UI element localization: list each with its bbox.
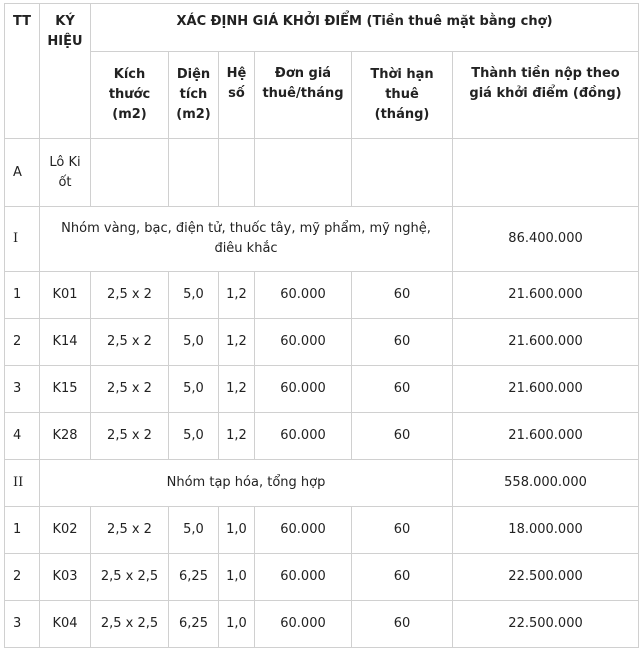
header-he-so: Hệ số xyxy=(219,52,255,139)
cell-thoi-han: 60 xyxy=(352,554,453,601)
cell-thoi-han: 60 xyxy=(352,272,453,319)
cell-thoi-han: 60 xyxy=(352,601,453,648)
header-ky-hieu: KÝ HIỆU xyxy=(40,4,91,139)
cell-tt: 3 xyxy=(5,601,40,648)
cell-ky-hieu: K28 xyxy=(40,413,91,460)
cell-tt: 1 xyxy=(5,507,40,554)
cell-kich-thuoc: 2,5 x 2 xyxy=(91,366,169,413)
table-row xyxy=(5,507,639,554)
cell-dien-tich: 6,25 xyxy=(169,601,219,648)
cell-dien-tich: 5,0 xyxy=(169,272,219,319)
cell-kich-thuoc: 2,5 x 2,5 xyxy=(91,554,169,601)
cell-tt: 2 xyxy=(5,319,40,366)
table-row xyxy=(5,601,639,648)
cell-don-gia: 60.000 xyxy=(255,601,352,648)
cell-he-so: 1,2 xyxy=(219,366,255,413)
header-row-sub xyxy=(5,52,639,139)
group-name: Nhóm vàng, bạc, điện tử, thuốc tây, mỹ phẩm, mỹ nghệ, điêu khắc xyxy=(40,207,453,272)
cell-thoi-han: 60 xyxy=(352,413,453,460)
header-thoi-han: Thời hạn thuê (tháng) xyxy=(352,52,453,139)
empty-cell xyxy=(255,139,352,207)
cell-ky-hieu: K15 xyxy=(40,366,91,413)
group-total: 558.000.000 xyxy=(453,460,639,507)
header-dien-tich: Diện tích (m2) xyxy=(169,52,219,139)
table-row xyxy=(5,272,639,319)
price-table xyxy=(4,3,639,648)
section-a-tt: A xyxy=(5,139,40,207)
header-don-gia: Đơn giá thuê/tháng xyxy=(255,52,352,139)
empty-cell xyxy=(352,139,453,207)
cell-dien-tich: 6,25 xyxy=(169,554,219,601)
cell-dien-tich: 5,0 xyxy=(169,366,219,413)
empty-cell xyxy=(169,139,219,207)
table-row xyxy=(5,554,639,601)
empty-cell xyxy=(453,139,639,207)
cell-don-gia: 60.000 xyxy=(255,366,352,413)
cell-thanh-tien: 21.600.000 xyxy=(453,272,639,319)
empty-cell xyxy=(219,139,255,207)
cell-thanh-tien: 21.600.000 xyxy=(453,413,639,460)
cell-ky-hieu: K02 xyxy=(40,507,91,554)
cell-he-so: 1,2 xyxy=(219,319,255,366)
cell-kich-thuoc: 2,5 x 2 xyxy=(91,413,169,460)
group-tt: II xyxy=(5,460,40,507)
cell-thanh-tien: 21.600.000 xyxy=(453,366,639,413)
cell-he-so: 1,0 xyxy=(219,507,255,554)
section-a-row xyxy=(5,139,639,207)
cell-thoi-han: 60 xyxy=(352,507,453,554)
group-row xyxy=(5,207,639,272)
cell-dien-tich: 5,0 xyxy=(169,413,219,460)
cell-don-gia: 60.000 xyxy=(255,272,352,319)
cell-tt: 4 xyxy=(5,413,40,460)
cell-thoi-han: 60 xyxy=(352,319,453,366)
cell-ky-hieu: K04 xyxy=(40,601,91,648)
cell-he-so: 1,2 xyxy=(219,413,255,460)
header-kich-thuoc: Kích thước (m2) xyxy=(91,52,169,139)
header-tt: TT xyxy=(5,4,40,139)
cell-don-gia: 60.000 xyxy=(255,507,352,554)
cell-tt: 3 xyxy=(5,366,40,413)
cell-thanh-tien: 22.500.000 xyxy=(453,554,639,601)
cell-thanh-tien: 18.000.000 xyxy=(453,507,639,554)
header-row-top xyxy=(5,4,639,52)
header-group-title: XÁC ĐỊNH GIÁ KHỞI ĐIỂM (Tiền thuê mặt bằng chợ) xyxy=(91,4,639,52)
cell-tt: 1 xyxy=(5,272,40,319)
cell-dien-tich: 5,0 xyxy=(169,319,219,366)
section-a-ky-hieu: Lô Ki ốt xyxy=(40,139,91,207)
group-total: 86.400.000 xyxy=(453,207,639,272)
cell-ky-hieu: K14 xyxy=(40,319,91,366)
group-tt: I xyxy=(5,207,40,272)
cell-don-gia: 60.000 xyxy=(255,413,352,460)
cell-don-gia: 60.000 xyxy=(255,319,352,366)
cell-thanh-tien: 21.600.000 xyxy=(453,319,639,366)
table-row xyxy=(5,413,639,460)
table-row xyxy=(5,319,639,366)
cell-he-so: 1,0 xyxy=(219,554,255,601)
cell-kich-thuoc: 2,5 x 2 xyxy=(91,272,169,319)
header-thanh-tien: Thành tiền nộp theo giá khởi điểm (đồng) xyxy=(453,52,639,139)
cell-kich-thuoc: 2,5 x 2 xyxy=(91,507,169,554)
cell-dien-tich: 5,0 xyxy=(169,507,219,554)
cell-don-gia: 60.000 xyxy=(255,554,352,601)
cell-kich-thuoc: 2,5 x 2 xyxy=(91,319,169,366)
cell-ky-hieu: K01 xyxy=(40,272,91,319)
cell-ky-hieu: K03 xyxy=(40,554,91,601)
cell-kich-thuoc: 2,5 x 2,5 xyxy=(91,601,169,648)
table-row xyxy=(5,366,639,413)
cell-thanh-tien: 22.500.000 xyxy=(453,601,639,648)
cell-thoi-han: 60 xyxy=(352,366,453,413)
cell-he-so: 1,0 xyxy=(219,601,255,648)
cell-tt: 2 xyxy=(5,554,40,601)
group-row xyxy=(5,460,639,507)
group-name: Nhóm tạp hóa, tổng hợp xyxy=(40,460,453,507)
empty-cell xyxy=(91,139,169,207)
cell-he-so: 1,2 xyxy=(219,272,255,319)
